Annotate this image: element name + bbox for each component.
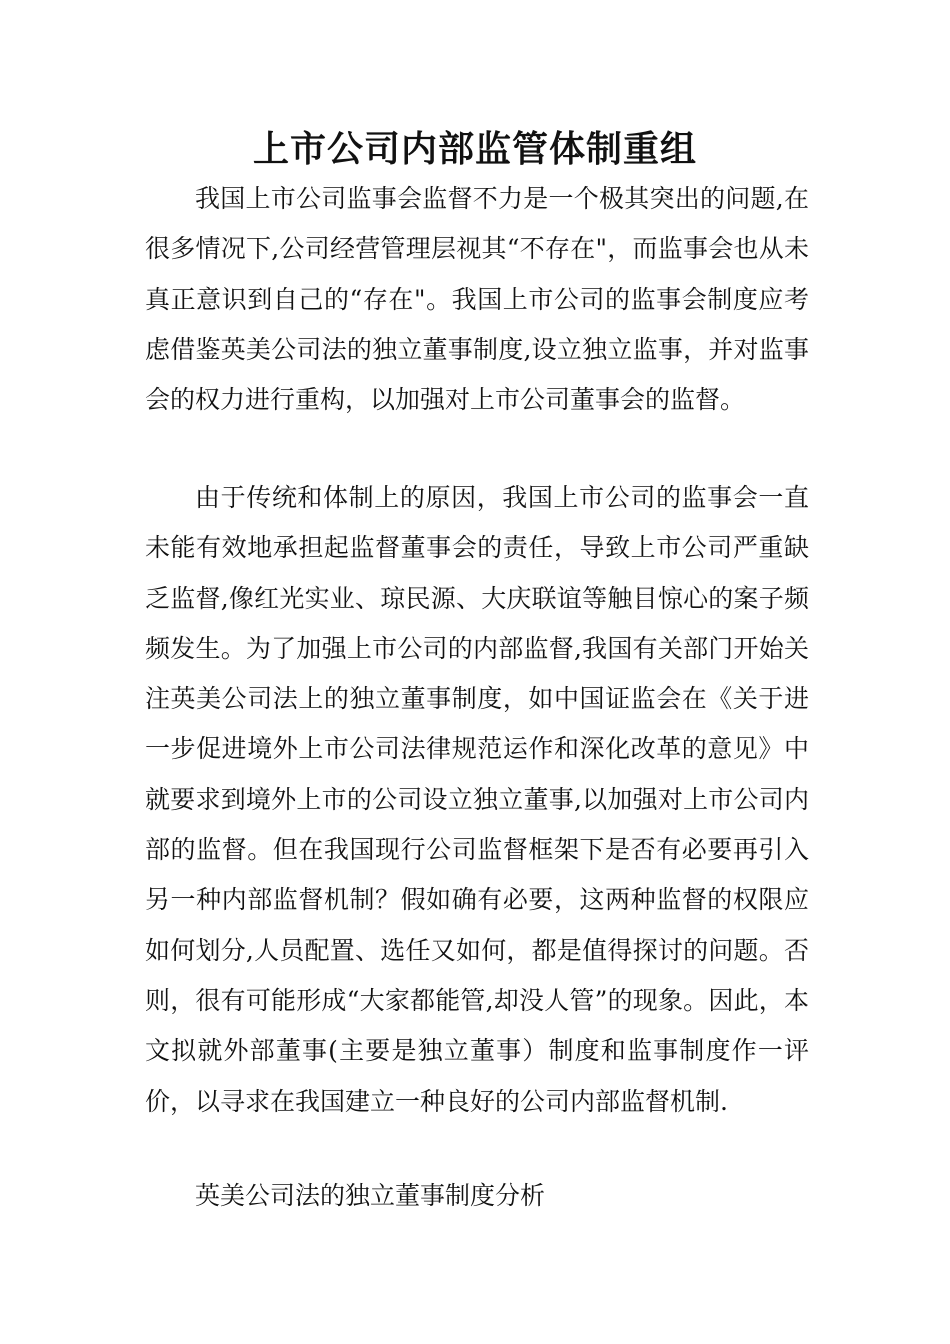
paragraph-1: 我国上市公司监事会监督不力是一个极其突出的问题,在很多情况下,公司经营管理层视其“不存在"，而监事会也从未真正意识到自己的“存在"。我国上市公司的监事会制度应考虑借鉴英美公司法的独立董事制度,设立独立监事，并对监事会的权力进行重构，以加强对上市公司董事会的监督。 [145,184,809,415]
document-title: 上市公司内部监管体制重组 [252,128,697,170]
paragraph-2: 由于传统和体制上的原因，我国上市公司的监事会一直未能有效地承担起监督董事会的责任，导致上市公司严重缺乏监督,像红光实业、琼民源、大庆联谊等触目惊心的案子频频发生。为了加强上市公司的内部监督,我国有关部门开始关注英美公司法上的独立董事制度，如中国证监会在《关于进一步促进境外上市公司法律规范运作和深化改革的意见》中就要求到境外上市的公司设立独立董事,以加强对上市公司内部的监督。但在我国现行公司监督框架下是否有必要再引入另一种内部监督机制？假如确有必要，这两种监督的权限应如何划分,人员配置、选任又如何，都是值得探讨的问题。否则，很有可能形成“大家都能管,却没人管”的现象。因此，本文拟就外部董事(主要是独立董事）制度和监事制度作一评价，以寻求在我国建立一种良好的公司内部监督机制. [145,483,809,1116]
section-heading: 英美公司法的独立董事制度分析 [195,1181,546,1210]
